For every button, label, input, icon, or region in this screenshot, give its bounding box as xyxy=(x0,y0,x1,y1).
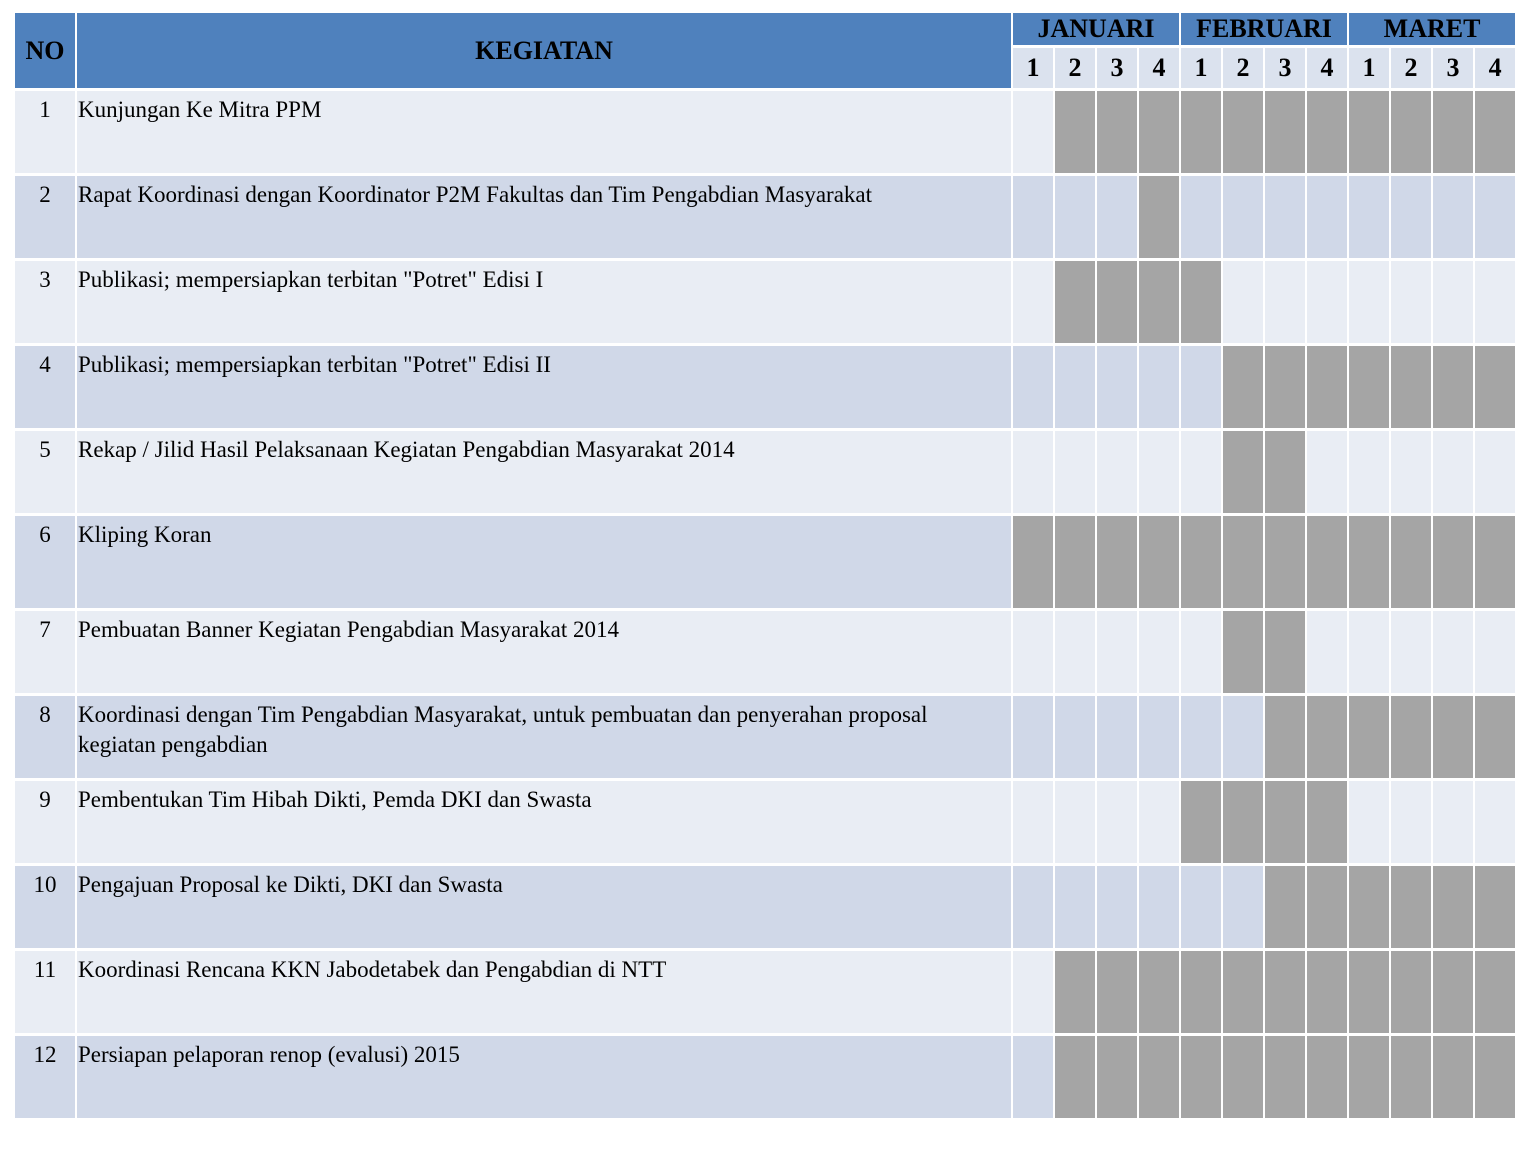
week-cell-filled xyxy=(1475,1036,1515,1121)
activity-label: Pembentukan Tim Hibah Dikti, Pemda DKI dan Swasta xyxy=(77,781,1011,866)
week-cell-empty xyxy=(1055,431,1095,516)
week-cell-empty xyxy=(1139,346,1179,431)
week-cell-empty xyxy=(1391,176,1431,261)
table-row xyxy=(15,516,1515,611)
week-cell-filled xyxy=(1307,1036,1347,1121)
header-week: 4 xyxy=(1307,48,1347,91)
row-number: 2 xyxy=(15,176,75,261)
activity-label: Koordinasi Rencana KKN Jabodetabek dan Pengabdian di NTT xyxy=(77,951,1011,1036)
week-cell-filled xyxy=(1181,781,1221,866)
activity-label: Publikasi; mempersiapkan terbitan "Potret" Edisi II xyxy=(77,346,1011,431)
week-cell-filled xyxy=(1349,91,1389,176)
week-cell-empty xyxy=(1223,866,1263,951)
row-number: 7 xyxy=(15,611,75,696)
week-cell-filled xyxy=(1223,431,1263,516)
header-week: 1 xyxy=(1013,48,1053,91)
table-row xyxy=(15,1036,1515,1121)
week-cell-filled xyxy=(1307,516,1347,611)
week-cell-empty xyxy=(1349,261,1389,346)
table-body xyxy=(15,91,1515,1121)
week-cell-filled xyxy=(1097,1036,1137,1121)
activity-label: Kunjungan Ke Mitra PPM xyxy=(77,91,1011,176)
week-cell-filled xyxy=(1391,696,1431,781)
row-number: 10 xyxy=(15,866,75,951)
week-cell-filled xyxy=(1139,261,1179,346)
activity-label: Publikasi; mempersiapkan terbitan "Potret" Edisi I xyxy=(77,261,1011,346)
table-row xyxy=(15,431,1515,516)
week-cell-filled xyxy=(1475,91,1515,176)
week-cell-empty xyxy=(1013,611,1053,696)
week-cell-filled xyxy=(1265,91,1305,176)
week-cell-filled xyxy=(1055,261,1095,346)
week-cell-filled xyxy=(1265,516,1305,611)
week-cell-filled xyxy=(1307,866,1347,951)
week-cell-empty xyxy=(1013,951,1053,1036)
week-cell-filled xyxy=(1223,781,1263,866)
week-cell-filled xyxy=(1055,516,1095,611)
week-cell-empty xyxy=(1097,611,1137,696)
week-cell-empty xyxy=(1181,176,1221,261)
week-cell-filled xyxy=(1349,951,1389,1036)
week-cell-empty xyxy=(1139,866,1179,951)
activity-label: Persiapan pelaporan renop (evalusi) 2015 xyxy=(77,1036,1011,1121)
week-cell-empty xyxy=(1433,611,1473,696)
header-week: 4 xyxy=(1139,48,1179,91)
week-cell-filled xyxy=(1265,696,1305,781)
week-cell-filled xyxy=(1181,1036,1221,1121)
table-header xyxy=(15,13,1515,91)
week-cell-empty xyxy=(1307,611,1347,696)
week-cell-empty xyxy=(1349,611,1389,696)
week-cell-filled xyxy=(1055,1036,1095,1121)
activity-label: Rekap / Jilid Hasil Pelaksanaan Kegiatan Pengabdian Masyarakat 2014 xyxy=(77,431,1011,516)
week-cell-empty xyxy=(1433,781,1473,866)
week-cell-filled xyxy=(1391,951,1431,1036)
week-cell-filled xyxy=(1139,951,1179,1036)
week-cell-empty xyxy=(1013,346,1053,431)
week-cell-filled xyxy=(1265,431,1305,516)
week-cell-empty xyxy=(1223,261,1263,346)
week-cell-empty xyxy=(1055,611,1095,696)
week-cell-empty xyxy=(1475,781,1515,866)
row-number: 11 xyxy=(15,951,75,1036)
week-cell-empty xyxy=(1307,261,1347,346)
week-cell-empty xyxy=(1433,261,1473,346)
week-cell-empty xyxy=(1139,431,1179,516)
row-number: 8 xyxy=(15,696,75,781)
week-cell-filled xyxy=(1097,261,1137,346)
week-cell-empty xyxy=(1097,866,1137,951)
week-cell-filled xyxy=(1307,91,1347,176)
table-row xyxy=(15,611,1515,696)
week-cell-filled xyxy=(1433,516,1473,611)
week-cell-filled xyxy=(1349,516,1389,611)
header-week: 1 xyxy=(1181,48,1221,91)
row-number: 6 xyxy=(15,516,75,611)
week-cell-empty xyxy=(1013,781,1053,866)
week-cell-filled xyxy=(1349,346,1389,431)
activity-label: Koordinasi dengan Tim Pengabdian Masyarakat, untuk pembuatan dan penyerahan proposal kegiatan pengabdian xyxy=(77,696,1011,781)
week-cell-filled xyxy=(1433,866,1473,951)
week-cell-filled xyxy=(1349,866,1389,951)
header-month-januari: JANUARI xyxy=(1013,13,1179,48)
table-row xyxy=(15,866,1515,951)
week-cell-filled xyxy=(1307,781,1347,866)
week-cell-empty xyxy=(1475,611,1515,696)
header-week: 2 xyxy=(1223,48,1263,91)
week-cell-filled xyxy=(1475,951,1515,1036)
week-cell-filled xyxy=(1391,346,1431,431)
week-cell-empty xyxy=(1181,611,1221,696)
week-cell-filled xyxy=(1265,611,1305,696)
week-cell-filled xyxy=(1265,951,1305,1036)
week-cell-filled xyxy=(1433,951,1473,1036)
week-cell-filled xyxy=(1223,516,1263,611)
header-week: 1 xyxy=(1349,48,1389,91)
week-cell-empty xyxy=(1475,176,1515,261)
week-cell-empty xyxy=(1223,176,1263,261)
week-cell-empty xyxy=(1097,696,1137,781)
table-row xyxy=(15,781,1515,866)
week-cell-filled xyxy=(1307,951,1347,1036)
week-cell-filled xyxy=(1223,91,1263,176)
week-cell-filled xyxy=(1265,866,1305,951)
week-cell-empty xyxy=(1139,696,1179,781)
week-cell-empty xyxy=(1391,261,1431,346)
week-cell-empty xyxy=(1181,431,1221,516)
header-month-februari: FEBRUARI xyxy=(1181,13,1347,48)
week-cell-empty xyxy=(1013,696,1053,781)
row-number: 4 xyxy=(15,346,75,431)
week-cell-empty xyxy=(1433,176,1473,261)
week-cell-empty xyxy=(1349,431,1389,516)
header-week: 3 xyxy=(1433,48,1473,91)
week-cell-filled xyxy=(1433,91,1473,176)
week-cell-empty xyxy=(1013,91,1053,176)
week-cell-empty xyxy=(1097,431,1137,516)
header-month-maret: MARET xyxy=(1349,13,1515,48)
week-cell-filled xyxy=(1433,696,1473,781)
row-number: 12 xyxy=(15,1036,75,1121)
row-number: 9 xyxy=(15,781,75,866)
table-row xyxy=(15,346,1515,431)
week-cell-filled xyxy=(1391,91,1431,176)
week-cell-filled xyxy=(1139,1036,1179,1121)
week-cell-filled xyxy=(1391,516,1431,611)
activity-label: Rapat Koordinasi dengan Koordinator P2M Fakultas dan Tim Pengabdian Masyarakat xyxy=(77,176,1011,261)
week-cell-empty xyxy=(1055,781,1095,866)
week-cell-empty xyxy=(1349,781,1389,866)
week-cell-empty xyxy=(1055,866,1095,951)
week-cell-filled xyxy=(1055,91,1095,176)
table-row xyxy=(15,261,1515,346)
week-cell-empty xyxy=(1013,261,1053,346)
week-cell-empty xyxy=(1139,781,1179,866)
week-cell-filled xyxy=(1475,516,1515,611)
week-cell-empty xyxy=(1097,176,1137,261)
week-cell-empty xyxy=(1139,611,1179,696)
week-cell-empty xyxy=(1013,866,1053,951)
week-cell-filled xyxy=(1097,951,1137,1036)
header-week: 4 xyxy=(1475,48,1515,91)
week-cell-empty xyxy=(1307,431,1347,516)
week-cell-filled xyxy=(1223,611,1263,696)
week-cell-empty xyxy=(1055,346,1095,431)
week-cell-empty xyxy=(1307,176,1347,261)
row-number: 1 xyxy=(15,91,75,176)
week-cell-filled xyxy=(1139,516,1179,611)
week-cell-filled xyxy=(1223,346,1263,431)
week-cell-filled xyxy=(1433,346,1473,431)
activity-label: Kliping Koran xyxy=(77,516,1011,611)
week-cell-filled xyxy=(1097,91,1137,176)
week-cell-filled xyxy=(1307,696,1347,781)
table-row xyxy=(15,696,1515,781)
week-cell-empty xyxy=(1391,611,1431,696)
week-cell-empty xyxy=(1391,431,1431,516)
week-cell-filled xyxy=(1391,866,1431,951)
week-cell-filled xyxy=(1307,346,1347,431)
table-row xyxy=(15,91,1515,176)
week-cell-filled xyxy=(1265,1036,1305,1121)
week-cell-empty xyxy=(1475,431,1515,516)
week-cell-empty xyxy=(1181,346,1221,431)
week-cell-filled xyxy=(1181,91,1221,176)
header-no: NO xyxy=(15,13,75,91)
week-cell-filled xyxy=(1013,516,1053,611)
header-kegiatan: KEGIATAN xyxy=(77,13,1011,91)
week-cell-empty xyxy=(1433,431,1473,516)
row-number: 5 xyxy=(15,431,75,516)
week-cell-filled xyxy=(1475,346,1515,431)
week-cell-filled xyxy=(1349,1036,1389,1121)
week-cell-empty xyxy=(1181,696,1221,781)
activity-label: Pengajuan Proposal ke Dikti, DKI dan Swasta xyxy=(77,866,1011,951)
week-cell-filled xyxy=(1223,1036,1263,1121)
row-number: 3 xyxy=(15,261,75,346)
week-cell-empty xyxy=(1013,176,1053,261)
schedule-table xyxy=(13,13,1517,1121)
week-cell-filled xyxy=(1433,1036,1473,1121)
week-cell-empty xyxy=(1055,696,1095,781)
week-cell-filled xyxy=(1475,696,1515,781)
week-cell-empty xyxy=(1055,176,1095,261)
week-cell-empty xyxy=(1265,261,1305,346)
week-cell-filled xyxy=(1265,346,1305,431)
week-cell-filled xyxy=(1265,781,1305,866)
week-cell-filled xyxy=(1181,516,1221,611)
week-cell-filled xyxy=(1139,91,1179,176)
week-cell-empty xyxy=(1265,176,1305,261)
week-cell-filled xyxy=(1181,261,1221,346)
week-cell-empty xyxy=(1181,866,1221,951)
week-cell-empty xyxy=(1097,346,1137,431)
activity-label: Pembuatan Banner Kegiatan Pengabdian Masyarakat 2014 xyxy=(77,611,1011,696)
week-cell-empty xyxy=(1391,781,1431,866)
table-row xyxy=(15,176,1515,261)
header-week: 3 xyxy=(1265,48,1305,91)
week-cell-empty xyxy=(1223,696,1263,781)
week-cell-filled xyxy=(1097,516,1137,611)
header-week: 2 xyxy=(1055,48,1095,91)
week-cell-filled xyxy=(1391,1036,1431,1121)
table-row xyxy=(15,951,1515,1036)
header-week: 3 xyxy=(1097,48,1137,91)
week-cell-filled xyxy=(1223,951,1263,1036)
header-week: 2 xyxy=(1391,48,1431,91)
week-cell-filled xyxy=(1139,176,1179,261)
week-cell-empty xyxy=(1349,176,1389,261)
week-cell-empty xyxy=(1013,431,1053,516)
week-cell-filled xyxy=(1181,951,1221,1036)
week-cell-filled xyxy=(1349,696,1389,781)
week-cell-filled xyxy=(1475,866,1515,951)
week-cell-empty xyxy=(1097,781,1137,866)
week-cell-empty xyxy=(1475,261,1515,346)
week-cell-empty xyxy=(1013,1036,1053,1121)
week-cell-filled xyxy=(1055,951,1095,1036)
